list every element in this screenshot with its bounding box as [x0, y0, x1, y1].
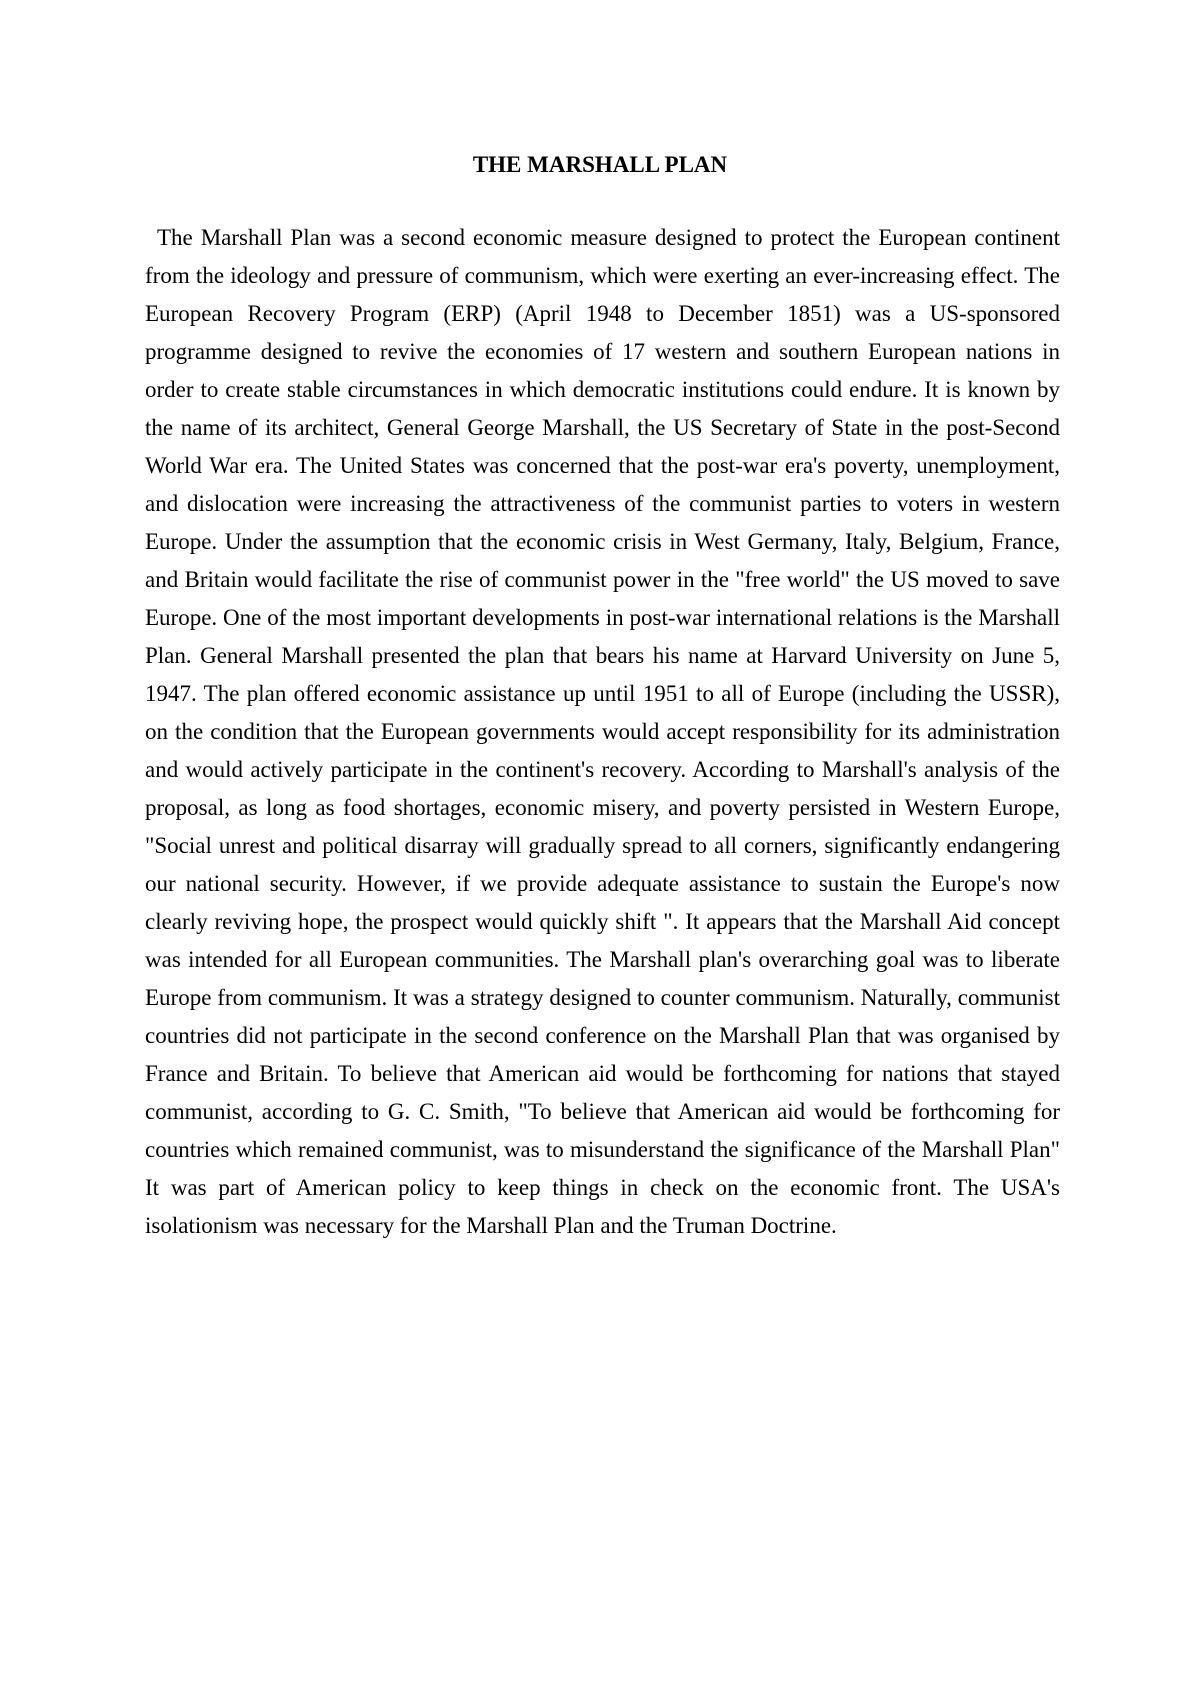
body-paragraph: The Marshall Plan was a second economic measure designed to protect the European continent from the ideology and pressure of communism, which were exerting an ever-increasing effect. The European Recovery Program (ERP) (April 1948 to December 1851) was a US-sponsored programme designed to revive the economies of 17 western and southern European nations in order to create stable circumstances in which democratic institutions could endure. It is known by the name of its architect, General George Marshall, the US Secretary of State in the post-Second World War era. The United States was concerned that the post-war era's poverty, unemployment, and dislocation were increasing the attractiveness of the communist parties to voters in western Europe. Under the assumption that the economic crisis in West Germany, Italy, Belgium, France, and Britain would facilitate the rise of communist power in the "free world" the US moved to save Europe. One of the most important developments in post-war international relations is the Marshall Plan. General Marshall presented the plan that bears his name at Harvard University on June 5, 1947. The plan offered economic assistance up until 1951 to all of Europe (including the USSR), on the condition that the European governments would accept responsibility for its administration and would actively participate in the continent's recovery. According to Marshall's analysis of the proposal, as long as food shortages, economic misery, and poverty persisted in Western Europe, "Social unrest and political disarray will gradually spread to all corners, significantly endangering our national security. However, if we provide adequate assistance to sustain the Europe's now clearly reviving hope, the prospect would quickly shift ". It appears that the Marshall Aid concept was intended for all European communities. The Marshall plan's overarching goal was to liberate Europe from communism. It was a strategy designed to counter communism. Naturally, communist countries did not participate in the second conference on the Marshall Plan that was organised by France and Britain. To believe that American aid would be forthcoming for nations that stayed communist, according to G. C. Smith, "To believe that American aid would be forthcoming for countries which remained communist, was to misunderstand the significance of the Marshall Plan" It was part of American policy to keep things in check on the economic front. The USA's isolationism was necessary for the Marshall Plan and the Truman Doctrine. [145, 225, 1060, 1238]
page-title: THE MARSHALL PLAN [472, 152, 728, 177]
